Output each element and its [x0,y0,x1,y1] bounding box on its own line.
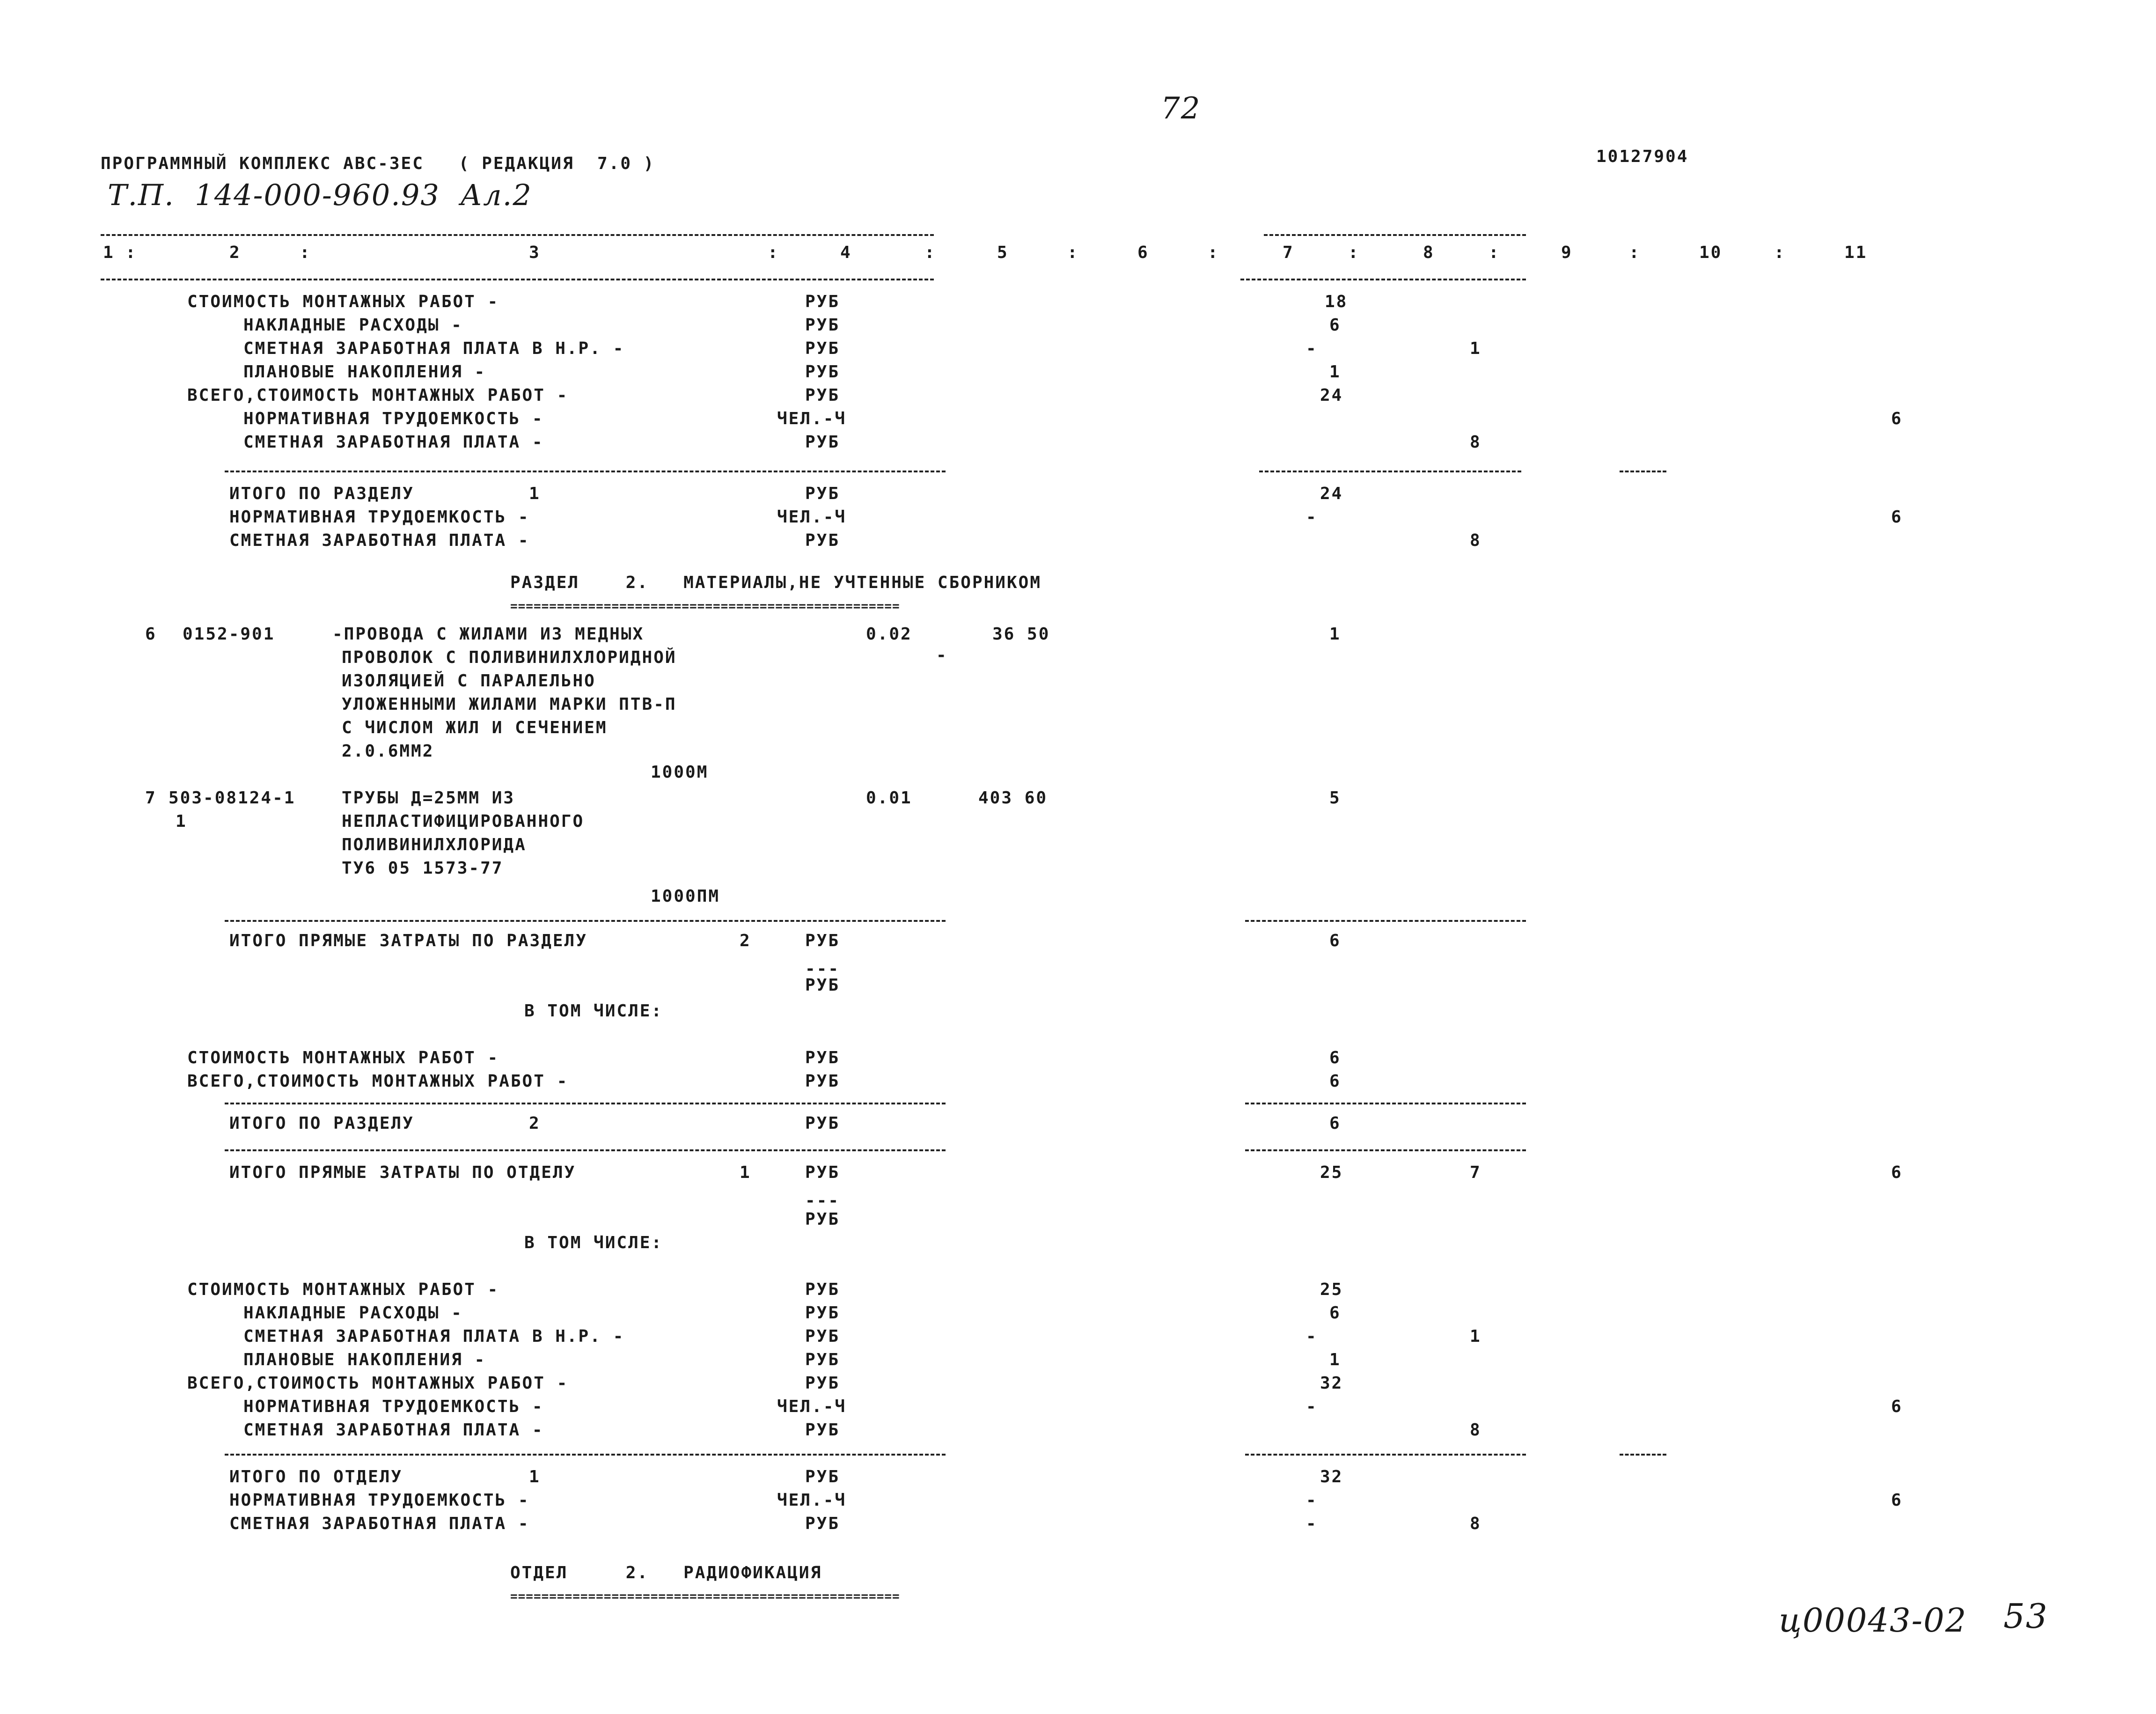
row-unit: РУБ [805,1467,840,1486]
row-number: 2 [529,1114,541,1133]
col-2: 2 [229,243,241,262]
item-description-line: С ЧИСЛОМ ЖИЛ И СЕЧЕНИЕМ [342,718,608,737]
item-description-line: ТРУБЫ Д=25ММ ИЗ [342,788,515,808]
row-unit: РУБ [805,1303,840,1323]
document-code: 10127904 [1596,147,1689,166]
separator-rule-right [1245,920,1526,922]
row-col8: 1 [1470,1327,1481,1346]
row-number: 1 [529,1467,541,1486]
separator-rule [225,1103,946,1104]
row-label: ВСЕГО,СТОИМОСТЬ МОНТАЖНЫХ РАБОТ - [187,1072,569,1091]
col-6: 6 [1137,243,1149,262]
row-col7: - [1306,1327,1318,1346]
handwritten-sheet-number: 53 [2003,1596,2048,1636]
department-title: ОТДЕЛ 2. РАДИОФИКАЦИЯ [510,1563,822,1582]
row-label: ИТОГО ПО ОТДЕЛУ [229,1467,403,1486]
col-10: 10 [1699,243,1723,262]
item-number: 7 [145,788,157,808]
row-number: 2 [740,931,751,950]
row-unit: РУБ [805,1374,840,1393]
col-5: 5 [997,243,1009,262]
row-unit: РУБ [805,1280,840,1299]
header-rule-top-right [1264,234,1526,236]
row-col7: 1 [1329,1350,1341,1369]
row-col8: 7 [1470,1163,1481,1182]
row-unit: РУБ [805,1350,840,1369]
col-8: 8 [1423,243,1435,262]
row-label: СТОИМОСТЬ МОНТАЖНЫХ РАБОТ - [187,1280,499,1299]
separator-rule-right [1245,1103,1526,1104]
header-rule-top [101,234,934,236]
row-label: ИТОГО ПРЯМЫЕ ЗАТРАТЫ ПО РАЗДЕЛУ [229,931,587,950]
row-label: СМЕТНАЯ ЗАРАБОТНАЯ ПЛАТА В Н.Р. - [243,339,625,358]
col-4: 4 [840,243,852,262]
row-col7: 32 [1320,1374,1343,1393]
row-col7: 25 [1320,1163,1343,1182]
row-col11: 6 [1891,1491,1903,1510]
row-unit: РУБ [805,531,840,550]
item-measure: 1000ПМ [651,887,720,906]
item-description-line: ТУ6 05 1573-77 [342,859,504,878]
row-label: ПЛАНОВЫЕ НАКОПЛЕНИЯ - [243,362,486,382]
row-col7: 6 [1329,1303,1341,1323]
row-unit: ЧЕЛ.-Ч [777,409,847,428]
row-col7: - [1306,339,1318,358]
row-unit: РУБ [805,316,840,335]
row-col7: 1 [1329,362,1341,382]
row-col7: 18 [1325,292,1348,311]
row-unit-secondary: РУБ [805,1210,840,1229]
row-label: СМЕТНАЯ ЗАРАБОТНАЯ ПЛАТА - [229,531,530,550]
row-label: НОРМАТИВНАЯ ТРУДОЕМКОСТЬ - [243,1397,544,1416]
row-unit: РУБ [805,433,840,452]
separator-rule-right [1245,1454,1526,1456]
row-unit: РУБ [805,1514,840,1533]
row-col7: 6 [1329,1048,1341,1067]
section-title: РАЗДЕЛ 2. МАТЕРИАЛЫ,НЕ УЧТЕННЫЕ СБОРНИКОМ [510,573,1041,592]
row-number: 1 [740,1163,751,1182]
row-label: НАКЛАДНЫЕ РАСХОДЫ - [243,316,463,335]
item-description-line: 2.0.6ММ2 [342,742,434,761]
col-3: 3 [529,243,541,262]
row-label: НОРМАТИВНАЯ ТРУДОЕМКОСТЬ - [229,1491,530,1510]
item-code-continuation: 1 [176,812,187,831]
row-label: ВСЕГО,СТОИМОСТЬ МОНТАЖНЫХ РАБОТ - [187,386,569,405]
row-col7: 24 [1320,484,1343,503]
col-1: 1 [103,243,115,262]
separator-rule-right [1245,1149,1526,1151]
row-unit-secondary: РУБ [805,976,840,995]
row-col7: 6 [1329,1114,1341,1133]
row-col7: - [1306,1514,1318,1533]
col-11: 11 [1844,243,1868,262]
row-unit: РУБ [805,339,840,358]
row-unit: РУБ [805,386,840,405]
row-unit: РУБ [805,931,840,950]
row-col11: 6 [1891,1397,1903,1416]
row-col7: - [1306,1491,1318,1510]
row-unit: РУБ [805,1163,840,1182]
row-col7: 25 [1320,1280,1343,1299]
row-unit: РУБ [805,362,840,382]
row-number: 1 [529,484,541,503]
item-measure: 1000М [651,763,709,782]
separator-rule-right-tail [1620,1454,1666,1456]
separator-rule-right-tail [1620,471,1666,472]
including-heading: В ТОМ ЧИСЛЕ: [524,1233,663,1252]
row-unit: ЧЕЛ.-Ч [777,1491,847,1510]
row-label: НОРМАТИВНАЯ ТРУДОЕМКОСТЬ - [229,508,530,527]
item-code: 0152-901 [183,625,275,644]
item-description-line: НЕПЛАСТИФИЦИРОВАННОГО [342,812,585,831]
separator-rule-right [1259,471,1521,472]
item-description-line: УЛОЖЕННЫМИ ЖИЛАМИ МАРКИ ПТВ-П [342,695,677,714]
header-rule-bottom [101,279,934,280]
col-7: 7 [1283,243,1294,262]
item-price: 36 50 [992,625,1050,644]
separator-rule [225,920,946,922]
row-unit: РУБ [805,1072,840,1091]
separator-rule [225,1454,946,1456]
item-code: 503-08124-1 [169,788,296,808]
row-col8: 8 [1470,1420,1481,1440]
row-label: ВСЕГО,СТОИМОСТЬ МОНТАЖНЫХ РАБОТ - [187,1374,569,1393]
row-label: СТОИМОСТЬ МОНТАЖНЫХ РАБОТ - [187,292,499,311]
item-quantity: 0.01 [866,788,912,808]
separator-rule [225,471,946,472]
row-unit: РУБ [805,1420,840,1440]
row-unit: РУБ [805,292,840,311]
item-number: 6 [145,625,157,644]
row-col8: 8 [1470,1514,1481,1533]
row-unit: ЧЕЛ.-Ч [777,508,847,527]
item-price: 403 60 [978,788,1048,808]
row-col8: 8 [1470,531,1481,550]
row-col11: 6 [1891,508,1903,527]
row-label: ИТОГО ПРЯМЫЕ ЗАТРАТЫ ПО ОТДЕЛУ [229,1163,576,1182]
handwritten-stamp-code: ц00043-02 [1779,1601,1967,1640]
program-header: ПРОГРАММНЫЙ КОМПЛЕКС АВС-3ЕС ( РЕДАКЦИЯ 7.0 ) [101,154,655,173]
item-subvalue: - [936,646,948,665]
item-quantity: 0.02 [866,625,912,644]
item-description-line: ИЗОЛЯЦИЕЙ С ПАРАЛЕЛЬНО [342,671,596,691]
row-unit: РУБ [805,1048,840,1067]
row-col8: 8 [1470,433,1481,452]
row-col7: 6 [1329,1072,1341,1091]
row-label: ПЛАНОВЫЕ НАКОПЛЕНИЯ - [243,1350,486,1369]
row-unit: ЧЕЛ.-Ч [777,1397,847,1416]
row-col11: 6 [1891,1163,1903,1182]
row-col11: 6 [1891,409,1903,428]
row-unit: РУБ [805,1327,840,1346]
item-description-line: -ПРОВОДА С ЖИЛАМИ ИЗ МЕДНЫХ [332,625,645,644]
item-col7: 1 [1329,625,1341,644]
row-label: ИТОГО ПО РАЗДЕЛУ [229,1114,414,1133]
row-col7: 6 [1329,931,1341,950]
row-col7: - [1306,508,1318,527]
row-label: СМЕТНАЯ ЗАРАБОТНАЯ ПЛАТА В Н.Р. - [243,1327,625,1346]
row-label: ИТОГО ПО РАЗДЕЛУ [229,484,414,503]
item-description-line: ПРОВОЛОК С ПОЛИВИНИЛХЛОРИДНОЙ [342,648,677,667]
including-heading: В ТОМ ЧИСЛЕ: [524,1001,663,1021]
page-number: 72 [1161,91,1201,126]
row-col8: 1 [1470,339,1481,358]
row-unit: РУБ [805,1114,840,1133]
row-label: НАКЛАДНЫЕ РАСХОДЫ - [243,1303,463,1323]
row-col7: - [1306,1397,1318,1416]
row-label: СМЕТНАЯ ЗАРАБОТНАЯ ПЛАТА - [229,1514,530,1533]
header-rule-bottom-right [1240,279,1526,280]
separator-rule [225,1149,946,1151]
project-reference: Т.П. 144-000-960.93 Ал.2 [108,178,532,212]
item-col7: 5 [1329,788,1341,808]
row-label: НОРМАТИВНАЯ ТРУДОЕМКОСТЬ - [243,409,544,428]
col-9: 9 [1561,243,1573,262]
row-label: СМЕТНАЯ ЗАРАБОТНАЯ ПЛАТА - [243,1420,544,1440]
row-col7: 6 [1329,316,1341,335]
row-label: СМЕТНАЯ ЗАРАБОТНАЯ ПЛАТА - [243,433,544,452]
row-label: СТОИМОСТЬ МОНТАЖНЫХ РАБОТ - [187,1048,499,1067]
row-unit: РУБ [805,484,840,503]
department-underline: ================================================== [510,1589,900,1604]
row-col7: 24 [1320,386,1343,405]
row-col7: 32 [1320,1467,1343,1486]
section-underline: ================================================== [510,599,900,613]
item-description-line: ПОЛИВИНИЛХЛОРИДА [342,835,527,854]
